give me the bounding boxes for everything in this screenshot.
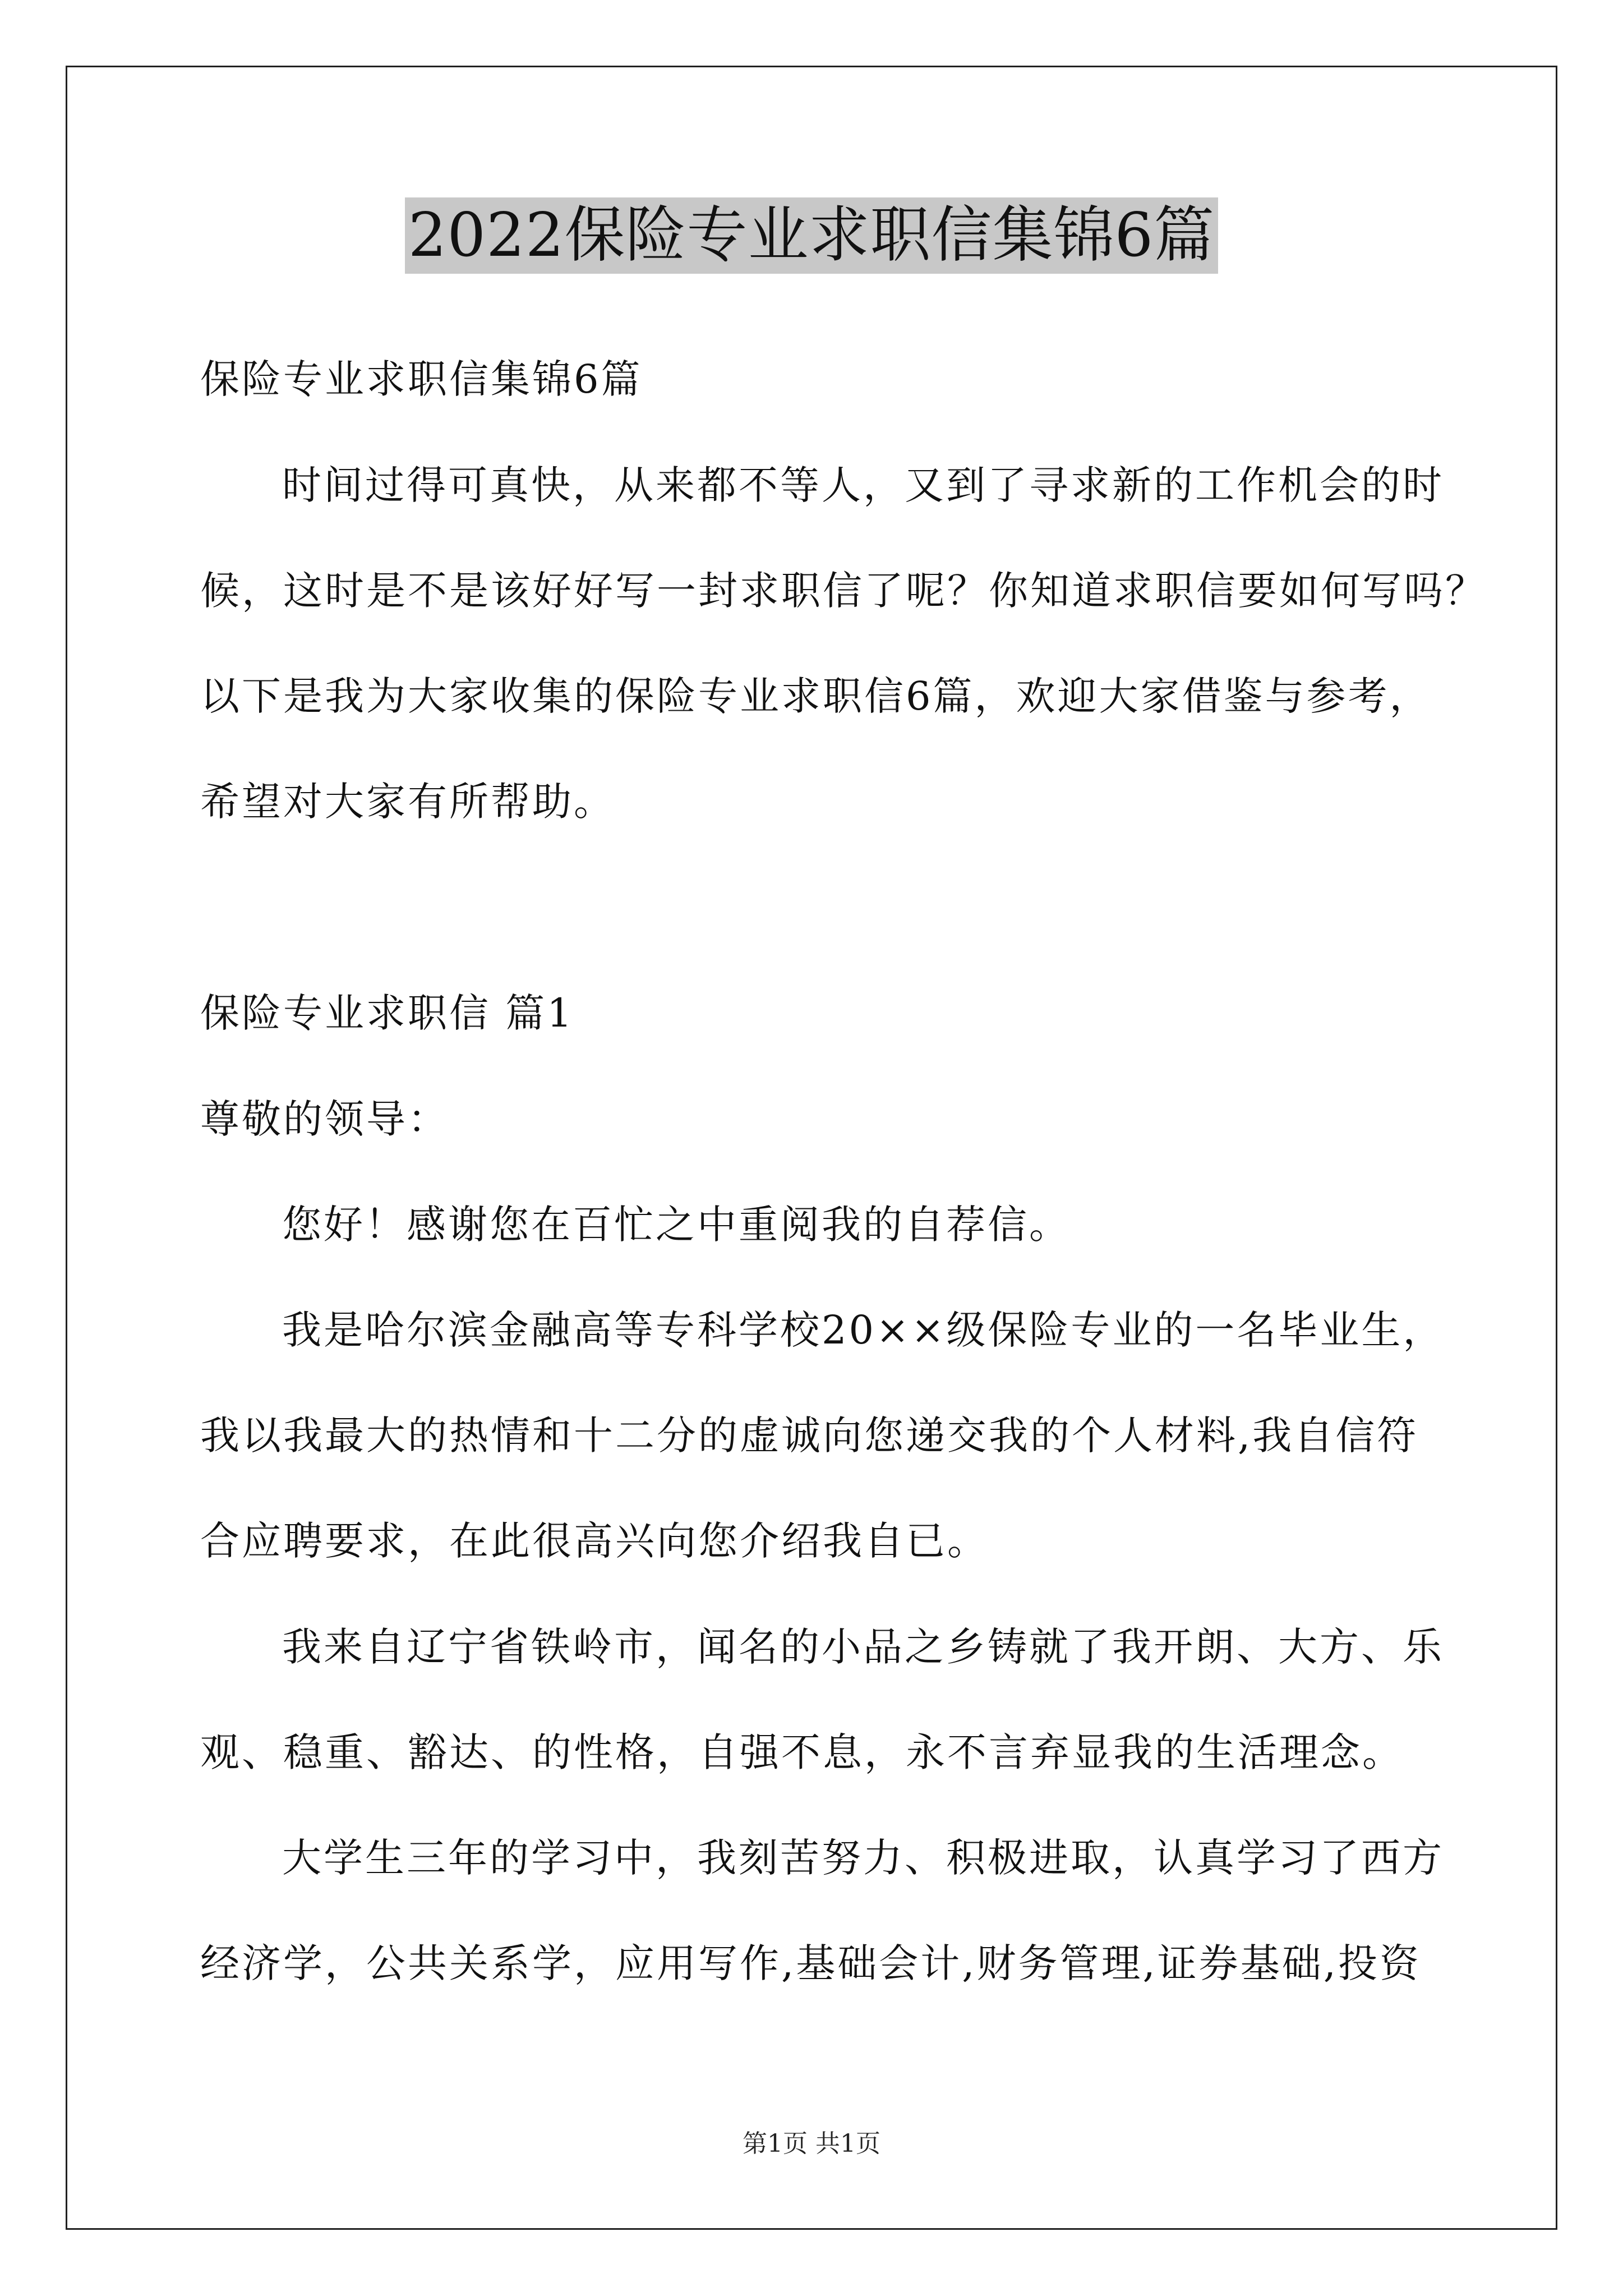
greeting-line: 您好！感谢您在百忙之中重阅我的自荐信。	[282, 1202, 1071, 1248]
intro-line: 时间过得可真快，从来都不等人，又到了寻求新的工作机会的时	[282, 462, 1444, 508]
intro-line: 候，这时是不是该好好写一封求职信了呢？你知道求职信要如何写吗？	[200, 568, 1487, 614]
intro-line: 以下是我为大家收集的保险专业求职信6篇，欢迎大家借鉴与参考，	[200, 673, 1431, 719]
paragraph-line: 我来自辽宁省铁岭市，闻名的小品之乡铸就了我开朗、大方、乐	[282, 1624, 1444, 1670]
paragraph-line: 经济学，公共关系学，应用写作,基础会计,财务管理,证券基础,投资	[200, 1940, 1422, 1986]
paragraph-line: 观、稳重、豁达、的性格，自强不息，永不言弃显我的生活理念。	[200, 1729, 1404, 1775]
paragraph-line: 合应聘要求，在此很高兴向您介绍我自已。	[200, 1518, 989, 1564]
salutation: 尊敬的领导：	[200, 1096, 449, 1142]
title-wrap	[200, 197, 1423, 274]
document-title: 2022保险专业求职信集锦6篇	[405, 197, 1219, 274]
intro-line: 希望对大家有所帮助。	[200, 779, 615, 825]
paragraph-line: 我是哈尔滨金融高等专科学校20××级保险专业的一名毕业生，	[282, 1307, 1445, 1353]
section-heading: 保险专业求职信 篇1	[200, 990, 574, 1036]
paragraph-line: 大学生三年的学习中，我刻苦努力、积极进取，认真学习了西方	[282, 1835, 1444, 1881]
paragraph-line: 我以我最大的热情和十二分的虚诚向您递交我的个人材料,我自信符	[200, 1412, 1419, 1458]
page-footer: 第1页 共1页	[743, 2129, 880, 2158]
document-subtitle: 保险专业求职信集锦6篇	[200, 356, 643, 402]
